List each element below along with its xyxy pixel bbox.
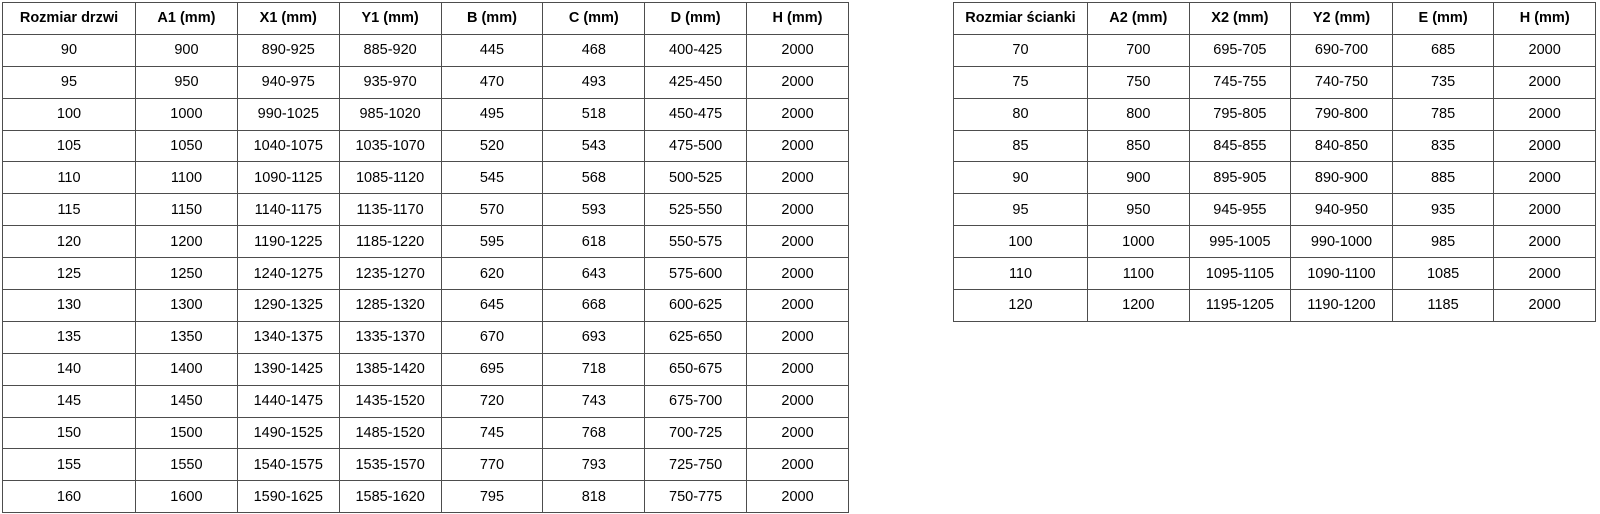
table-cell: 1500 (136, 417, 238, 449)
table-cell: 835 (1392, 130, 1494, 162)
table-cell: 840-850 (1291, 130, 1393, 162)
table-cell: 800 (1088, 98, 1190, 130)
table-cell: 2000 (747, 226, 849, 258)
table-cell: 1600 (136, 481, 238, 513)
table-cell: 1540-1575 (237, 449, 339, 481)
table-cell: 1535-1570 (339, 449, 441, 481)
table-row (3, 449, 849, 481)
table-cell: 1200 (1088, 290, 1190, 322)
table-cell: 1095-1105 (1189, 258, 1291, 290)
table-cell: 885 (1392, 162, 1494, 194)
header-cell: H (mm) (747, 3, 849, 35)
table-cell: 425-450 (645, 66, 747, 98)
table-cell: 520 (441, 130, 543, 162)
table-cell: 125 (3, 258, 136, 290)
table-cell: 2000 (747, 162, 849, 194)
table-cell: 493 (543, 66, 645, 98)
table-cell: 1100 (1088, 258, 1190, 290)
table-cell: 1190-1200 (1291, 290, 1393, 322)
table-cell: 110 (954, 258, 1088, 290)
table-row (3, 321, 849, 353)
header-row (3, 3, 849, 35)
table-cell: 935 (1392, 194, 1494, 226)
table-cell: 795-805 (1189, 98, 1291, 130)
header-cell: H (mm) (1494, 3, 1596, 35)
table-cell: 690-700 (1291, 34, 1393, 66)
table-row (954, 98, 1596, 130)
table-row (954, 66, 1596, 98)
table-cell: 985 (1392, 226, 1494, 258)
table-cell: 2000 (1494, 226, 1596, 258)
table-cell: 1240-1275 (237, 258, 339, 290)
table-cell: 643 (543, 258, 645, 290)
table-cell: 90 (954, 162, 1088, 194)
table-cell: 1300 (136, 290, 238, 322)
table-cell: 625-650 (645, 321, 747, 353)
table-cell: 685 (1392, 34, 1494, 66)
table-cell: 1140-1175 (237, 194, 339, 226)
table-cell: 890-900 (1291, 162, 1393, 194)
table-cell: 2000 (747, 353, 849, 385)
table-cell: 945-955 (1189, 194, 1291, 226)
table-row (3, 385, 849, 417)
table-cell: 1235-1270 (339, 258, 441, 290)
table-cell: 115 (3, 194, 136, 226)
table-cell: 1340-1375 (237, 321, 339, 353)
table-cell: 1085 (1392, 258, 1494, 290)
table-cell: 1195-1205 (1189, 290, 1291, 322)
table-cell: 695-705 (1189, 34, 1291, 66)
table-cell: 695 (441, 353, 543, 385)
table-cell: 1190-1225 (237, 226, 339, 258)
table-cell: 795 (441, 481, 543, 513)
table-cell: 785 (1392, 98, 1494, 130)
table-row (3, 66, 849, 98)
header-cell: Y2 (mm) (1291, 3, 1393, 35)
header-cell: B (mm) (441, 3, 543, 35)
table-row (3, 34, 849, 66)
table-cell: 155 (3, 449, 136, 481)
table-cell: 768 (543, 417, 645, 449)
table-row (3, 226, 849, 258)
table-row (954, 194, 1596, 226)
table-row (3, 353, 849, 385)
header-cell: X1 (mm) (237, 3, 339, 35)
table-cell: 525-550 (645, 194, 747, 226)
table-cell: 1100 (136, 162, 238, 194)
table-cell: 1000 (1088, 226, 1190, 258)
table-cell: 120 (3, 226, 136, 258)
table-cell: 995-1005 (1189, 226, 1291, 258)
table-cell: 2000 (747, 449, 849, 481)
table-cell: 160 (3, 481, 136, 513)
table-cell: 745-755 (1189, 66, 1291, 98)
table-cell: 2000 (1494, 98, 1596, 130)
table-cell: 95 (954, 194, 1088, 226)
table-cell: 595 (441, 226, 543, 258)
table-cell: 568 (543, 162, 645, 194)
header-cell: Rozmiar drzwi (3, 3, 136, 35)
table-cell: 885-920 (339, 34, 441, 66)
table-cell: 900 (1088, 162, 1190, 194)
table-row (954, 130, 1596, 162)
table-cell: 620 (441, 258, 543, 290)
table-cell: 2000 (747, 34, 849, 66)
table-cell: 2000 (747, 290, 849, 322)
table-cell: 2000 (1494, 162, 1596, 194)
table-cell: 818 (543, 481, 645, 513)
table-cell: 700 (1088, 34, 1190, 66)
table-cell: 1350 (136, 321, 238, 353)
table-cell: 445 (441, 34, 543, 66)
table-cell: 1485-1520 (339, 417, 441, 449)
table-row (3, 162, 849, 194)
table-cell: 450-475 (645, 98, 747, 130)
table-row (954, 226, 1596, 258)
table-cell: 900 (136, 34, 238, 66)
header-cell: A1 (mm) (136, 3, 238, 35)
table-cell: 1590-1625 (237, 481, 339, 513)
wall-size-table (953, 2, 1596, 322)
door-size-table (2, 2, 849, 513)
table-cell: 1335-1370 (339, 321, 441, 353)
table-cell: 75 (954, 66, 1088, 98)
table-cell: 1185-1220 (339, 226, 441, 258)
header-row (954, 3, 1596, 35)
table-row (3, 194, 849, 226)
table-cell: 1040-1075 (237, 130, 339, 162)
table-cell: 790-800 (1291, 98, 1393, 130)
table-row (954, 162, 1596, 194)
table-cell: 1150 (136, 194, 238, 226)
table-cell: 618 (543, 226, 645, 258)
table-cell: 475-500 (645, 130, 747, 162)
table-cell: 2000 (1494, 66, 1596, 98)
table-cell: 95 (3, 66, 136, 98)
table-cell: 100 (3, 98, 136, 130)
table-cell: 2000 (747, 258, 849, 290)
table-cell: 940-950 (1291, 194, 1393, 226)
table-cell: 90 (3, 34, 136, 66)
table-row (3, 481, 849, 513)
table-cell: 935-970 (339, 66, 441, 98)
table-row (3, 258, 849, 290)
table-cell: 400-425 (645, 34, 747, 66)
table-cell: 1490-1525 (237, 417, 339, 449)
table-cell: 895-905 (1189, 162, 1291, 194)
table-cell: 100 (954, 226, 1088, 258)
table-cell: 1250 (136, 258, 238, 290)
table-cell: 1090-1125 (237, 162, 339, 194)
table-row (954, 34, 1596, 66)
table-cell: 735 (1392, 66, 1494, 98)
table-cell: 720 (441, 385, 543, 417)
table-cell: 2000 (747, 385, 849, 417)
table-cell: 2000 (1494, 258, 1596, 290)
table-cell: 1400 (136, 353, 238, 385)
table-cell: 145 (3, 385, 136, 417)
table-row (954, 290, 1596, 322)
table-cell: 470 (441, 66, 543, 98)
table-cell: 593 (543, 194, 645, 226)
table-cell: 845-855 (1189, 130, 1291, 162)
header-cell: D (mm) (645, 3, 747, 35)
table-cell: 1035-1070 (339, 130, 441, 162)
table-cell: 1090-1100 (1291, 258, 1393, 290)
table-cell: 2000 (747, 66, 849, 98)
table-cell: 495 (441, 98, 543, 130)
table-cell: 2000 (1494, 34, 1596, 66)
table-cell: 1550 (136, 449, 238, 481)
header-cell: C (mm) (543, 3, 645, 35)
table-cell: 80 (954, 98, 1088, 130)
table-row (3, 130, 849, 162)
table-cell: 750-775 (645, 481, 747, 513)
table-cell: 2000 (747, 321, 849, 353)
table-cell: 1440-1475 (237, 385, 339, 417)
table-cell: 518 (543, 98, 645, 130)
table-cell: 2000 (1494, 130, 1596, 162)
table-cell: 850 (1088, 130, 1190, 162)
table-cell: 1000 (136, 98, 238, 130)
table-cell: 1200 (136, 226, 238, 258)
table-cell: 668 (543, 290, 645, 322)
table-cell: 770 (441, 449, 543, 481)
table-cell: 150 (3, 417, 136, 449)
table-row (954, 258, 1596, 290)
table-cell: 1290-1325 (237, 290, 339, 322)
table-cell: 1385-1420 (339, 353, 441, 385)
table-row (3, 417, 849, 449)
table-cell: 650-675 (645, 353, 747, 385)
table-cell: 718 (543, 353, 645, 385)
table-cell: 575-600 (645, 258, 747, 290)
table-cell: 985-1020 (339, 98, 441, 130)
table-cell: 645 (441, 290, 543, 322)
table-cell: 700-725 (645, 417, 747, 449)
table-cell: 670 (441, 321, 543, 353)
table-cell: 543 (543, 130, 645, 162)
table-cell: 2000 (747, 98, 849, 130)
table-cell: 2000 (747, 481, 849, 513)
table-cell: 990-1000 (1291, 226, 1393, 258)
table-cell: 745 (441, 417, 543, 449)
table-cell: 1050 (136, 130, 238, 162)
header-cell: Y1 (mm) (339, 3, 441, 35)
table-cell: 1085-1120 (339, 162, 441, 194)
table-cell: 545 (441, 162, 543, 194)
table-cell: 2000 (1494, 290, 1596, 322)
header-cell: Rozmiar ścianki (954, 3, 1088, 35)
table-cell: 675-700 (645, 385, 747, 417)
table-cell: 1285-1320 (339, 290, 441, 322)
table-cell: 110 (3, 162, 136, 194)
table-cell: 120 (954, 290, 1088, 322)
table-cell: 1435-1520 (339, 385, 441, 417)
table-cell: 70 (954, 34, 1088, 66)
table-cell: 550-575 (645, 226, 747, 258)
header-cell: A2 (mm) (1088, 3, 1190, 35)
table-cell: 2000 (747, 194, 849, 226)
table-cell: 130 (3, 290, 136, 322)
table-cell: 135 (3, 321, 136, 353)
table-cell: 990-1025 (237, 98, 339, 130)
table-cell: 1390-1425 (237, 353, 339, 385)
table-cell: 140 (3, 353, 136, 385)
table-cell: 2000 (747, 417, 849, 449)
table-cell: 2000 (1494, 194, 1596, 226)
table-cell: 105 (3, 130, 136, 162)
table-cell: 740-750 (1291, 66, 1393, 98)
table-cell: 793 (543, 449, 645, 481)
table-cell: 693 (543, 321, 645, 353)
table-cell: 600-625 (645, 290, 747, 322)
table-row (3, 290, 849, 322)
table-cell: 1585-1620 (339, 481, 441, 513)
table-cell: 1185 (1392, 290, 1494, 322)
table-cell: 950 (1088, 194, 1190, 226)
table-cell: 570 (441, 194, 543, 226)
table-cell: 940-975 (237, 66, 339, 98)
table-cell: 725-750 (645, 449, 747, 481)
table-cell: 750 (1088, 66, 1190, 98)
table-cell: 2000 (747, 130, 849, 162)
table-cell: 743 (543, 385, 645, 417)
table-row (3, 98, 849, 130)
header-cell: X2 (mm) (1189, 3, 1291, 35)
table-cell: 1135-1170 (339, 194, 441, 226)
table-cell: 500-525 (645, 162, 747, 194)
table-cell: 468 (543, 34, 645, 66)
table-cell: 890-925 (237, 34, 339, 66)
table-cell: 950 (136, 66, 238, 98)
table-cell: 85 (954, 130, 1088, 162)
table-cell: 1450 (136, 385, 238, 417)
header-cell: E (mm) (1392, 3, 1494, 35)
